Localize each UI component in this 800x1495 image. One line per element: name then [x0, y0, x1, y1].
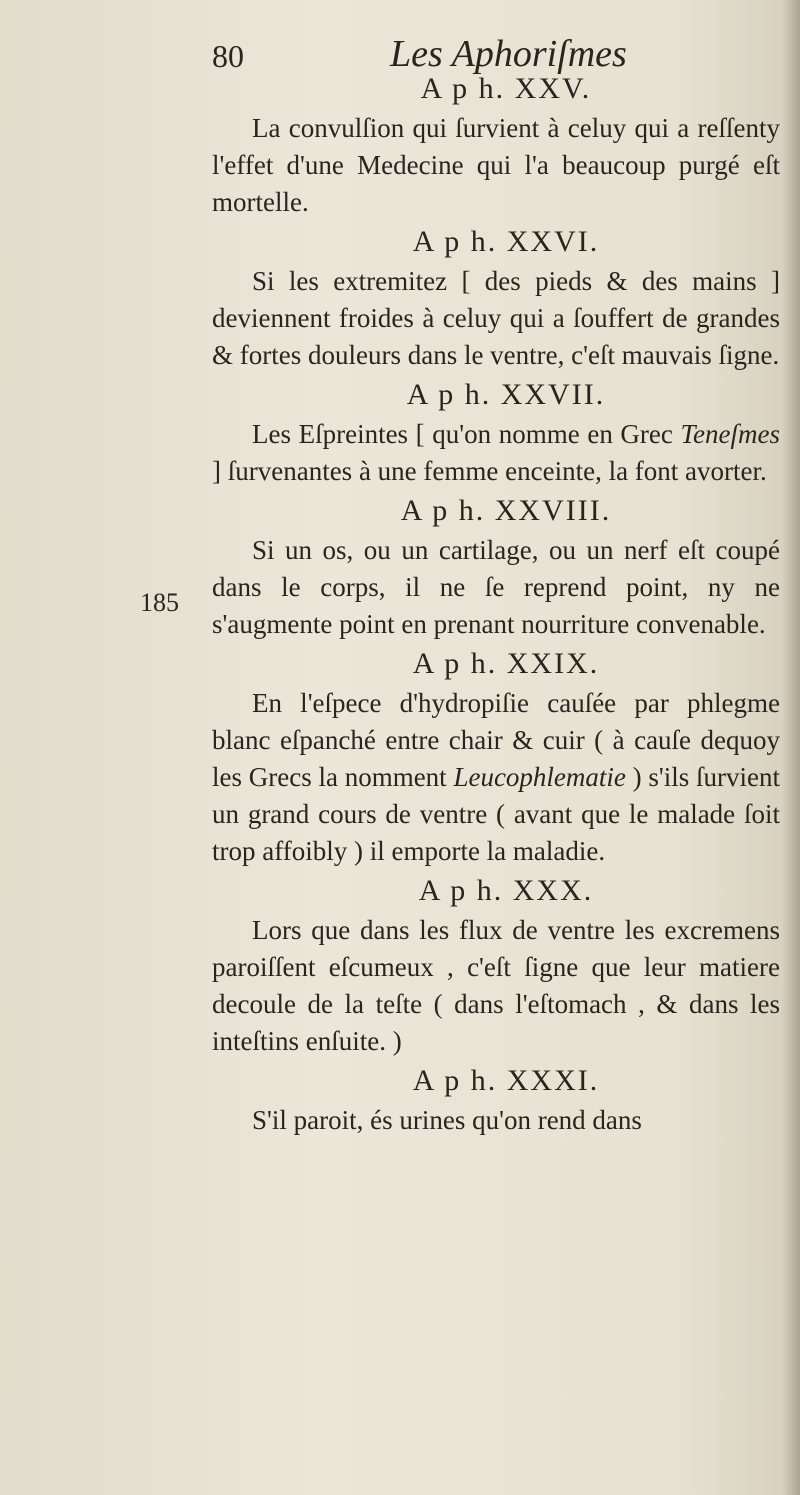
aphorism-text-part: ] ſurvenantes à une femme enceinte, la font avorter.	[212, 456, 767, 486]
text-block	[212, 68, 780, 1139]
aphorism-text	[212, 416, 780, 490]
aphorism-text: Si les extremitez [ des pieds & des mains ] deviennent froides à celuy qui a ſouffert de grandes & fortes douleurs dans le ventre, c'eſt mauvais ſigne.	[212, 266, 780, 370]
aphorism-text-part: Les Eſpreintes [ qu'on nomme en Grec	[252, 419, 681, 449]
aphorism-text: Lors que dans les flux de ventre les excremens paroiſſent eſcumeux , c'eſt ſigne que leur matiere decoule de la teſte ( dans l'eſtomach , & dans les inteſtins enſuite. )	[212, 915, 780, 1056]
aphorism-text	[212, 685, 780, 870]
aphorism-text-part: En l'eſpece d'hydropiſie cauſée par phlegme blanc eſpanché entre chair & cuir ( à cauſe dequoy les Grecs la nomment	[212, 688, 780, 792]
aphorism-italic-term: Teneſmes	[680, 419, 780, 449]
aphorism-text: Si un os, ou un cartilage, ou un nerf eſt coupé dans le corps, il ne ſe reprend point, ny ne s'augmente point en prenant nourriture convenable.	[212, 535, 780, 639]
aphorism-text-part: ) s'ils ſurvient un grand cours de ventre ( avant que le malade ſoit trop affoibly ) il emporte la maladie.	[212, 762, 781, 866]
running-title: Les Aphoriſmes	[390, 33, 627, 75]
aphorism-heading: A p h. XXX.	[418, 874, 594, 907]
aphorism-heading: A p h. XXVI.	[412, 225, 600, 258]
aphorism-heading: A p h. XXIX.	[412, 647, 600, 680]
aphorism-heading: A p h. XXV.	[420, 72, 592, 105]
aphorism-text: S'il paroit, és urines qu'on rend dans	[252, 1105, 642, 1135]
aphorism-heading: A p h. XXXI.	[412, 1064, 600, 1097]
aphorism-heading: A p h. XXVIII.	[400, 494, 612, 527]
page-number: 80	[212, 38, 244, 74]
aphorism-text: La convulſion qui ſurvient à celuy qui a reſſenty l'effet d'une Medecine qui l'a beaucoup purgé eſt mortelle.	[212, 113, 780, 217]
page-edge-shadow	[782, 0, 800, 1495]
margin-number: 185	[140, 588, 179, 617]
aphorism-heading: A p h. XXVII.	[406, 378, 606, 411]
aphorism-italic-term: Leucophlematie	[453, 762, 626, 792]
